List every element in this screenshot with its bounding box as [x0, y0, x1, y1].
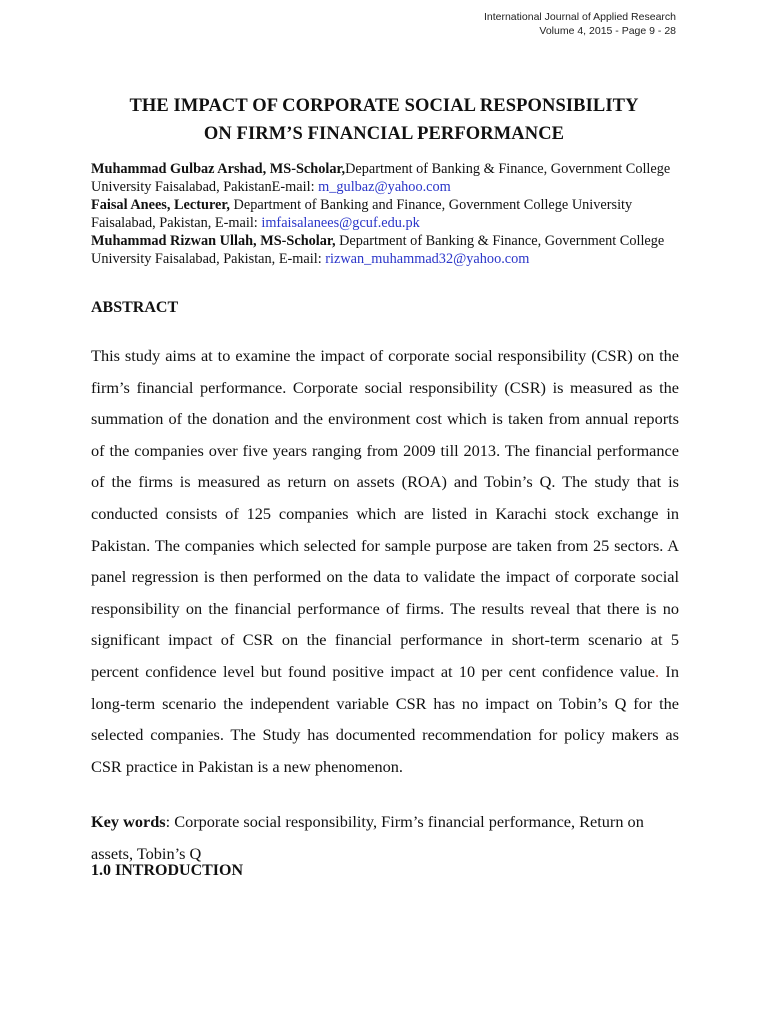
keywords-text: : Corporate social responsibility, Firm’s financial performance, Return on assets, Tobin’s Q [91, 812, 644, 863]
author-2-affiliation: Department of Banking and Finance, Government College University Faisalabad, Pakistan, E-mail: [91, 197, 633, 231]
title-line-1: THE IMPACT OF CORPORATE SOCIAL RESPONSIBILITY [129, 96, 639, 116]
author-3-affiliation: Department of Banking & Finance, Government College University Faisalabad, Pakistan, E-mail: [91, 233, 665, 267]
paper-title [0, 92, 768, 148]
author-1-email[interactable]: m_gulbaz@yahoo.com [318, 179, 451, 195]
author-3-email[interactable]: rizwan_muhammad32@yahoo.com [325, 251, 530, 267]
author-1-name: Muhammad Gulbaz Arshad, MS-Scholar, [91, 161, 346, 177]
author-3-name: Muhammad Rizwan Ullah, MS-Scholar, [91, 233, 336, 249]
title-line-2: ON FIRM’S FINANCIAL PERFORMANCE [203, 124, 565, 144]
abstract-text-part-2: In long-term scenario the independent variable CSR has no impact on Tobin’s Q for the selected companies. The Study has documented recommendation for policy makers as CSR practice in Pakistan is a new phenomenon. [91, 661, 679, 776]
journal-name: International Journal of Applied Research [483, 11, 676, 23]
volume-pages: Volume 4, 2015 - Page 9 - 28 [539, 25, 676, 37]
keywords-label: Key words [91, 812, 166, 831]
abstract-heading: ABSTRACT [91, 299, 179, 316]
running-header [484, 10, 676, 38]
section-heading-introduction: 1.0 INTRODUCTION [91, 862, 244, 879]
abstract-text-part-1: This study aims at to examine the impact of corporate social responsibility (CSR) on the firm’s financial performance. Corporate social responsibility (CSR) is measured as the summation of the donation and the environment cost which is taken from annual reports of the companies over five years ranging from 2009 till 2013. The financial performance of the firms is measured as return on assets (ROA) and Tobin’s Q. The study that is conducted consists of 125 companies which are listed in Karachi stock exchange in Pakistan. The companies which selected for sample purpose are taken from 25 sectors. A panel regression is then performed on the data to validate the impact of corporate social responsibility on the financial performance of firms. The results reveal that there is no significant impact of CSR on the financial performance in short-term scenario at 5 percent confidence level but found positive impact at 10 per cent confidence value [91, 346, 679, 681]
abstract-highlight-dot: . [655, 661, 660, 681]
author-block [91, 160, 691, 268]
abstract-body [91, 340, 679, 782]
author-2-name: Faisal Anees, Lecturer, [91, 197, 230, 213]
author-2-email[interactable]: imfaisalanees@gcuf.edu.pk [261, 215, 420, 231]
author-1-affiliation: Department of Banking & Finance, Government College University Faisalabad, PakistanE-mail: [91, 161, 671, 195]
abstract-paragraph [91, 340, 679, 782]
keywords [91, 806, 679, 869]
